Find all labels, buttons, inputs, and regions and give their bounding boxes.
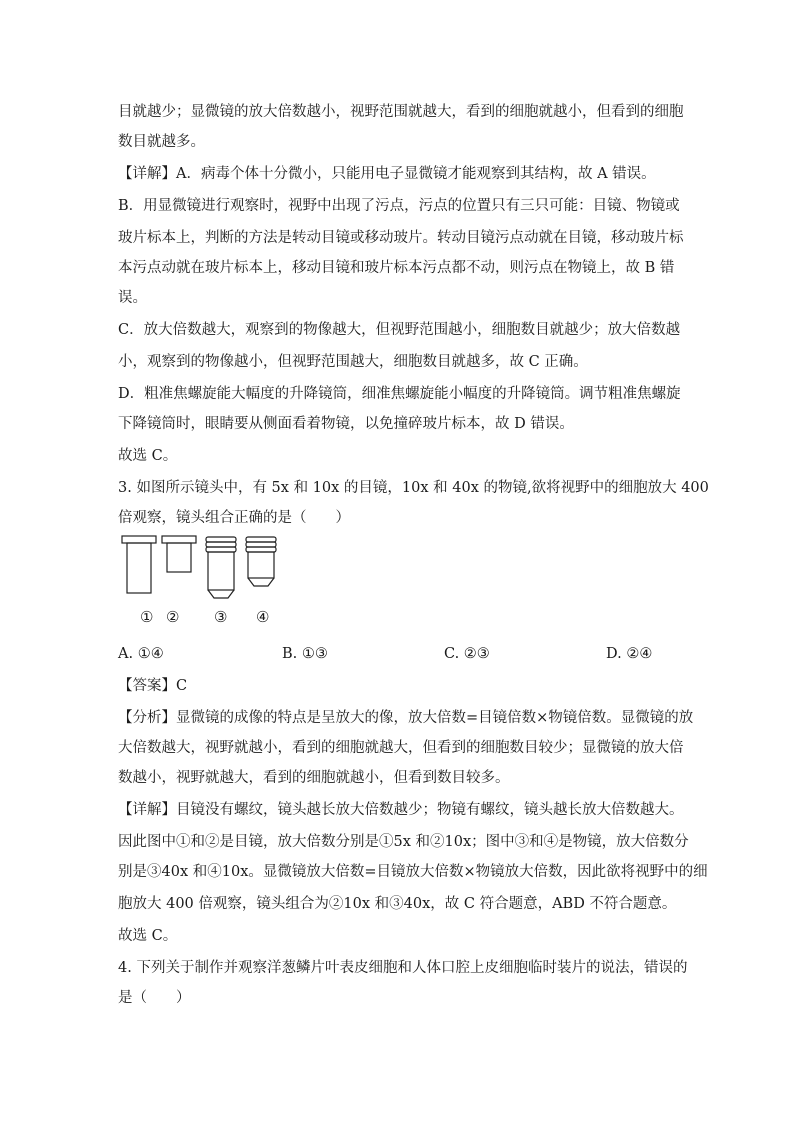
objective-3-long (206, 537, 236, 598)
question-4-stem: 4. 下列关于制作并观察洋葱鳞片叶表皮细胞和人体口腔上皮细胞临时装片的说法，错误的 (118, 960, 688, 976)
text-line: 目就越少；显微镜的放大倍数越小，视野范围就越大，看到的细胞就越小，但看到的细胞 (118, 104, 684, 120)
analysis-line: 【分析】显微镜的成像的特点是呈放大的像，放大倍数=目镜倍数×物镜倍数。显微镜的放 (118, 710, 694, 726)
option-b: B. ①③ (282, 646, 328, 662)
lens-label-2: ② (166, 608, 180, 626)
text-line: 本污点动就在玻片标本上，移动目镜和玻片标本污点都不动，则污点在物镜上，故 B 错 (118, 260, 675, 276)
eyepiece-2-short (162, 536, 196, 572)
text-line: C．放大倍数越大，观察到的物像越大，但视野范围越小，细胞数目就越少；放大倍数越 (118, 322, 681, 338)
objective-4-short (246, 537, 276, 586)
option-a: A. ①④ (118, 646, 164, 662)
text-line: 小，观察到的物像越小，但视野范围越大，细胞数目就越多，故 C 正确。 (118, 354, 588, 370)
question-3-stem: 3. 如图所示镜头中，有 5x 和 10x 的目镜，10x 和 40x 的物镜,欲将视野中的细胞放大 400 (118, 480, 709, 496)
text-line: 【详解】A．病毒个体十分微小，只能用电子显微镜才能观察到其结构，故 A 错误。 (118, 166, 656, 182)
lens-label-1: ① (140, 608, 154, 626)
text-line: 玻片标本上，判断的方法是转动目镜或移动玻片。转动目镜污点动就在目镜，移动玻片标 (118, 230, 684, 246)
analysis-line: 大倍数越大，视野就越小，看到的细胞就越大，但看到的细胞数目较少；显微镜的放大倍 (118, 740, 684, 756)
answer-line: 【答案】C (118, 678, 188, 694)
detail-line: 胞放大 400 倍观察，镜头组合为②10x 和③40x，故 C 符合题意，ABD 不符合题意。 (118, 896, 677, 912)
text-line: 故选 C。 (118, 928, 178, 944)
eyepiece-1-long (122, 536, 156, 593)
detail-line: 别是③40x 和④10x。显微镜放大倍数=目镜放大倍数×物镜放大倍数，因此欲将视野中的细 (118, 864, 708, 880)
text-line: 误。 (118, 290, 147, 306)
text-line: B．用显微镜进行观察时，视野中出现了污点，污点的位置只有三只可能：目镜、物镜或 (118, 198, 680, 214)
text-line: 故选 C。 (118, 448, 178, 464)
lens-label-3: ③ (214, 608, 228, 626)
question-3-stem: 倍观察，镜头组合正确的是（ ） (118, 510, 350, 526)
lens-label-4: ④ (256, 608, 270, 626)
text-line: D．粗准焦螺旋能大幅度的升降镜筒，细准焦螺旋能小幅度的升降镜筒。调节粗准焦螺旋 (118, 386, 681, 402)
text-line: 数目就越多。 (118, 134, 205, 150)
question-4-stem: 是（ ） (118, 990, 191, 1006)
detail-line: 因此图中①和②是目镜，放大倍数分别是①5x 和②10x；图中③和④是物镜，放大倍数分 (118, 834, 689, 850)
detail-line: 【详解】目镜没有螺纹，镜头越长放大倍数越少；物镜有螺纹，镜头越长放大倍数越大。 (118, 802, 684, 818)
text-line: 下降镜筒时，眼睛要从侧面看着物镜，以免撞碎玻片标本，故 D 错误。 (118, 416, 574, 432)
analysis-line: 数越小，视野就越大，看到的细胞就越小，但看到数目较多。 (118, 770, 510, 786)
option-d: D. ②④ (606, 646, 653, 662)
option-c: C. ②③ (444, 646, 490, 662)
